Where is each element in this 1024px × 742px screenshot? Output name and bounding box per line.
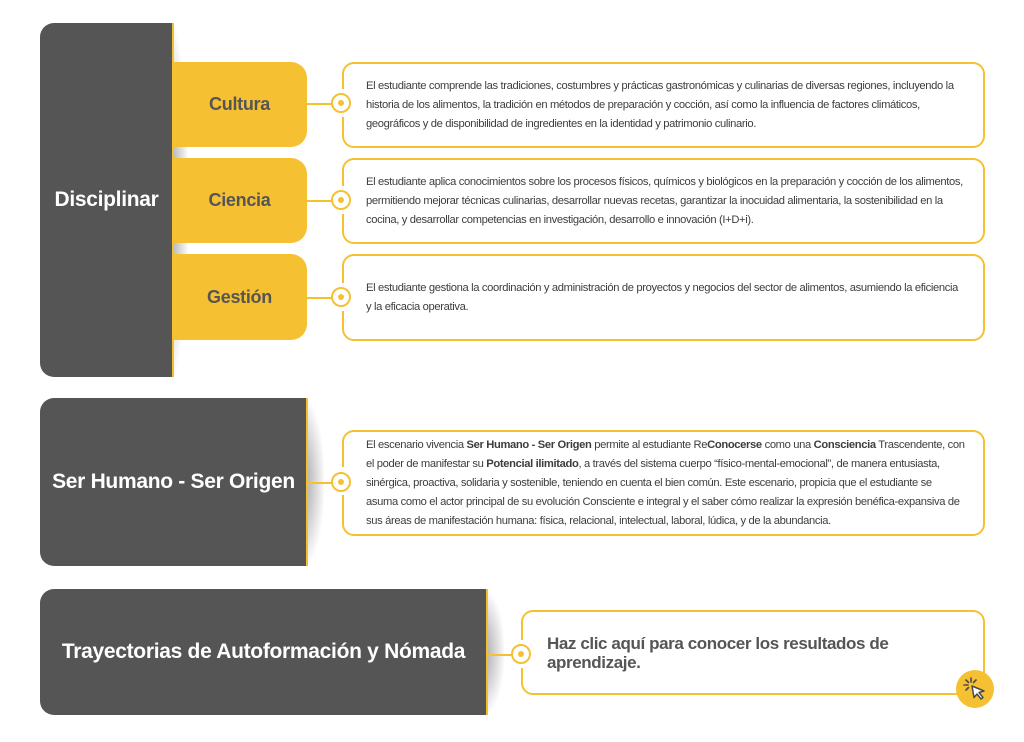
section-title: Ser Humano - Ser Origen	[52, 470, 295, 493]
connector-line	[307, 200, 333, 202]
description-text: El estudiante comprende las tradiciones, costumbres y prácticas gastronómicas y culinarias de diversas regiones, incluyendo la historia de los alimentos, la tradición en métodos de preparación y cocción, así como la influencia de factores climáticos, geográficos y de disponibilidad de ingredientes en la identidad y patrimonio culinario.	[366, 79, 954, 130]
description-text: El escenario vivencia Ser Humano - Ser Origen permite al estudiante ReConocerse como una Consciencia Trascendente, con el poder de manifestar su Potencial ilimitado, a través del sistema cuerpo “físico-mental-emocional”, de manera entusiasta, sinérgica, proactiva, solidaria y sostenible, teniendo en cuenta el bien común. Este escenario, propicia que el estudiante se asuma como el actor principal de su evolución Consciente e integral y el saber cómo realizar la expresión benéfica-expansiva de sus áreas de manifestación humana: física, relacional, intelectual, laboral, lúdica, y de la abundancia.	[366, 438, 965, 527]
panel-edge-line	[486, 589, 488, 715]
connector-dot-icon	[331, 287, 351, 307]
connector-dot-icon	[331, 472, 351, 492]
connector-dot-icon	[331, 190, 351, 210]
learning-outcomes-link-card[interactable]	[521, 610, 985, 695]
section-trayectorias-panel	[40, 589, 487, 715]
description-text: El estudiante aplica conocimientos sobre los procesos físicos, químicos y biológicos en la preparación y cocción de los alimentos, permitiendo mejorar técnicas culinarias, desarrollar nuevas recetas, garantizar la inocuidad alimentaria, la sostenibilidad en la cocina, y desarrollar competencias en investigación, desarrollo e innovación (I+D+i).	[366, 175, 963, 226]
section-title: Disciplinar	[54, 188, 159, 211]
connector-dot-icon	[511, 644, 531, 664]
section-title: Trayectorias de Autoformación y Nómada	[61, 640, 466, 663]
tab-label: Gestión	[207, 286, 272, 307]
connector-line	[307, 103, 333, 105]
click-cursor-icon	[960, 674, 990, 704]
learning-outcomes-link[interactable]: Haz clic aquí para conocer los resultados de aprendizaje.	[547, 633, 889, 672]
tab-gestion	[172, 254, 307, 340]
description-card-ser-humano	[342, 430, 985, 536]
connector-line	[487, 654, 513, 656]
click-cursor-button[interactable]	[956, 670, 994, 708]
tab-label: Ciencia	[208, 190, 271, 210]
section-disciplinar-panel	[40, 23, 173, 377]
section-ser-humano-panel	[40, 398, 307, 566]
connector-line	[307, 297, 333, 299]
description-text: El estudiante gestiona la coordinación y administración de proyectos y negocios del sector de alimentos, asumiendo la eficiencia y la eficacia operativa.	[366, 281, 959, 313]
connector-line	[307, 482, 333, 484]
description-card-gestion	[342, 254, 985, 341]
description-card-ciencia	[342, 158, 985, 244]
connector-dot-icon	[331, 93, 351, 113]
tab-cultura	[172, 62, 307, 147]
description-card-cultura	[342, 62, 985, 148]
tab-label: Cultura	[209, 94, 270, 114]
tab-ciencia	[172, 158, 307, 243]
